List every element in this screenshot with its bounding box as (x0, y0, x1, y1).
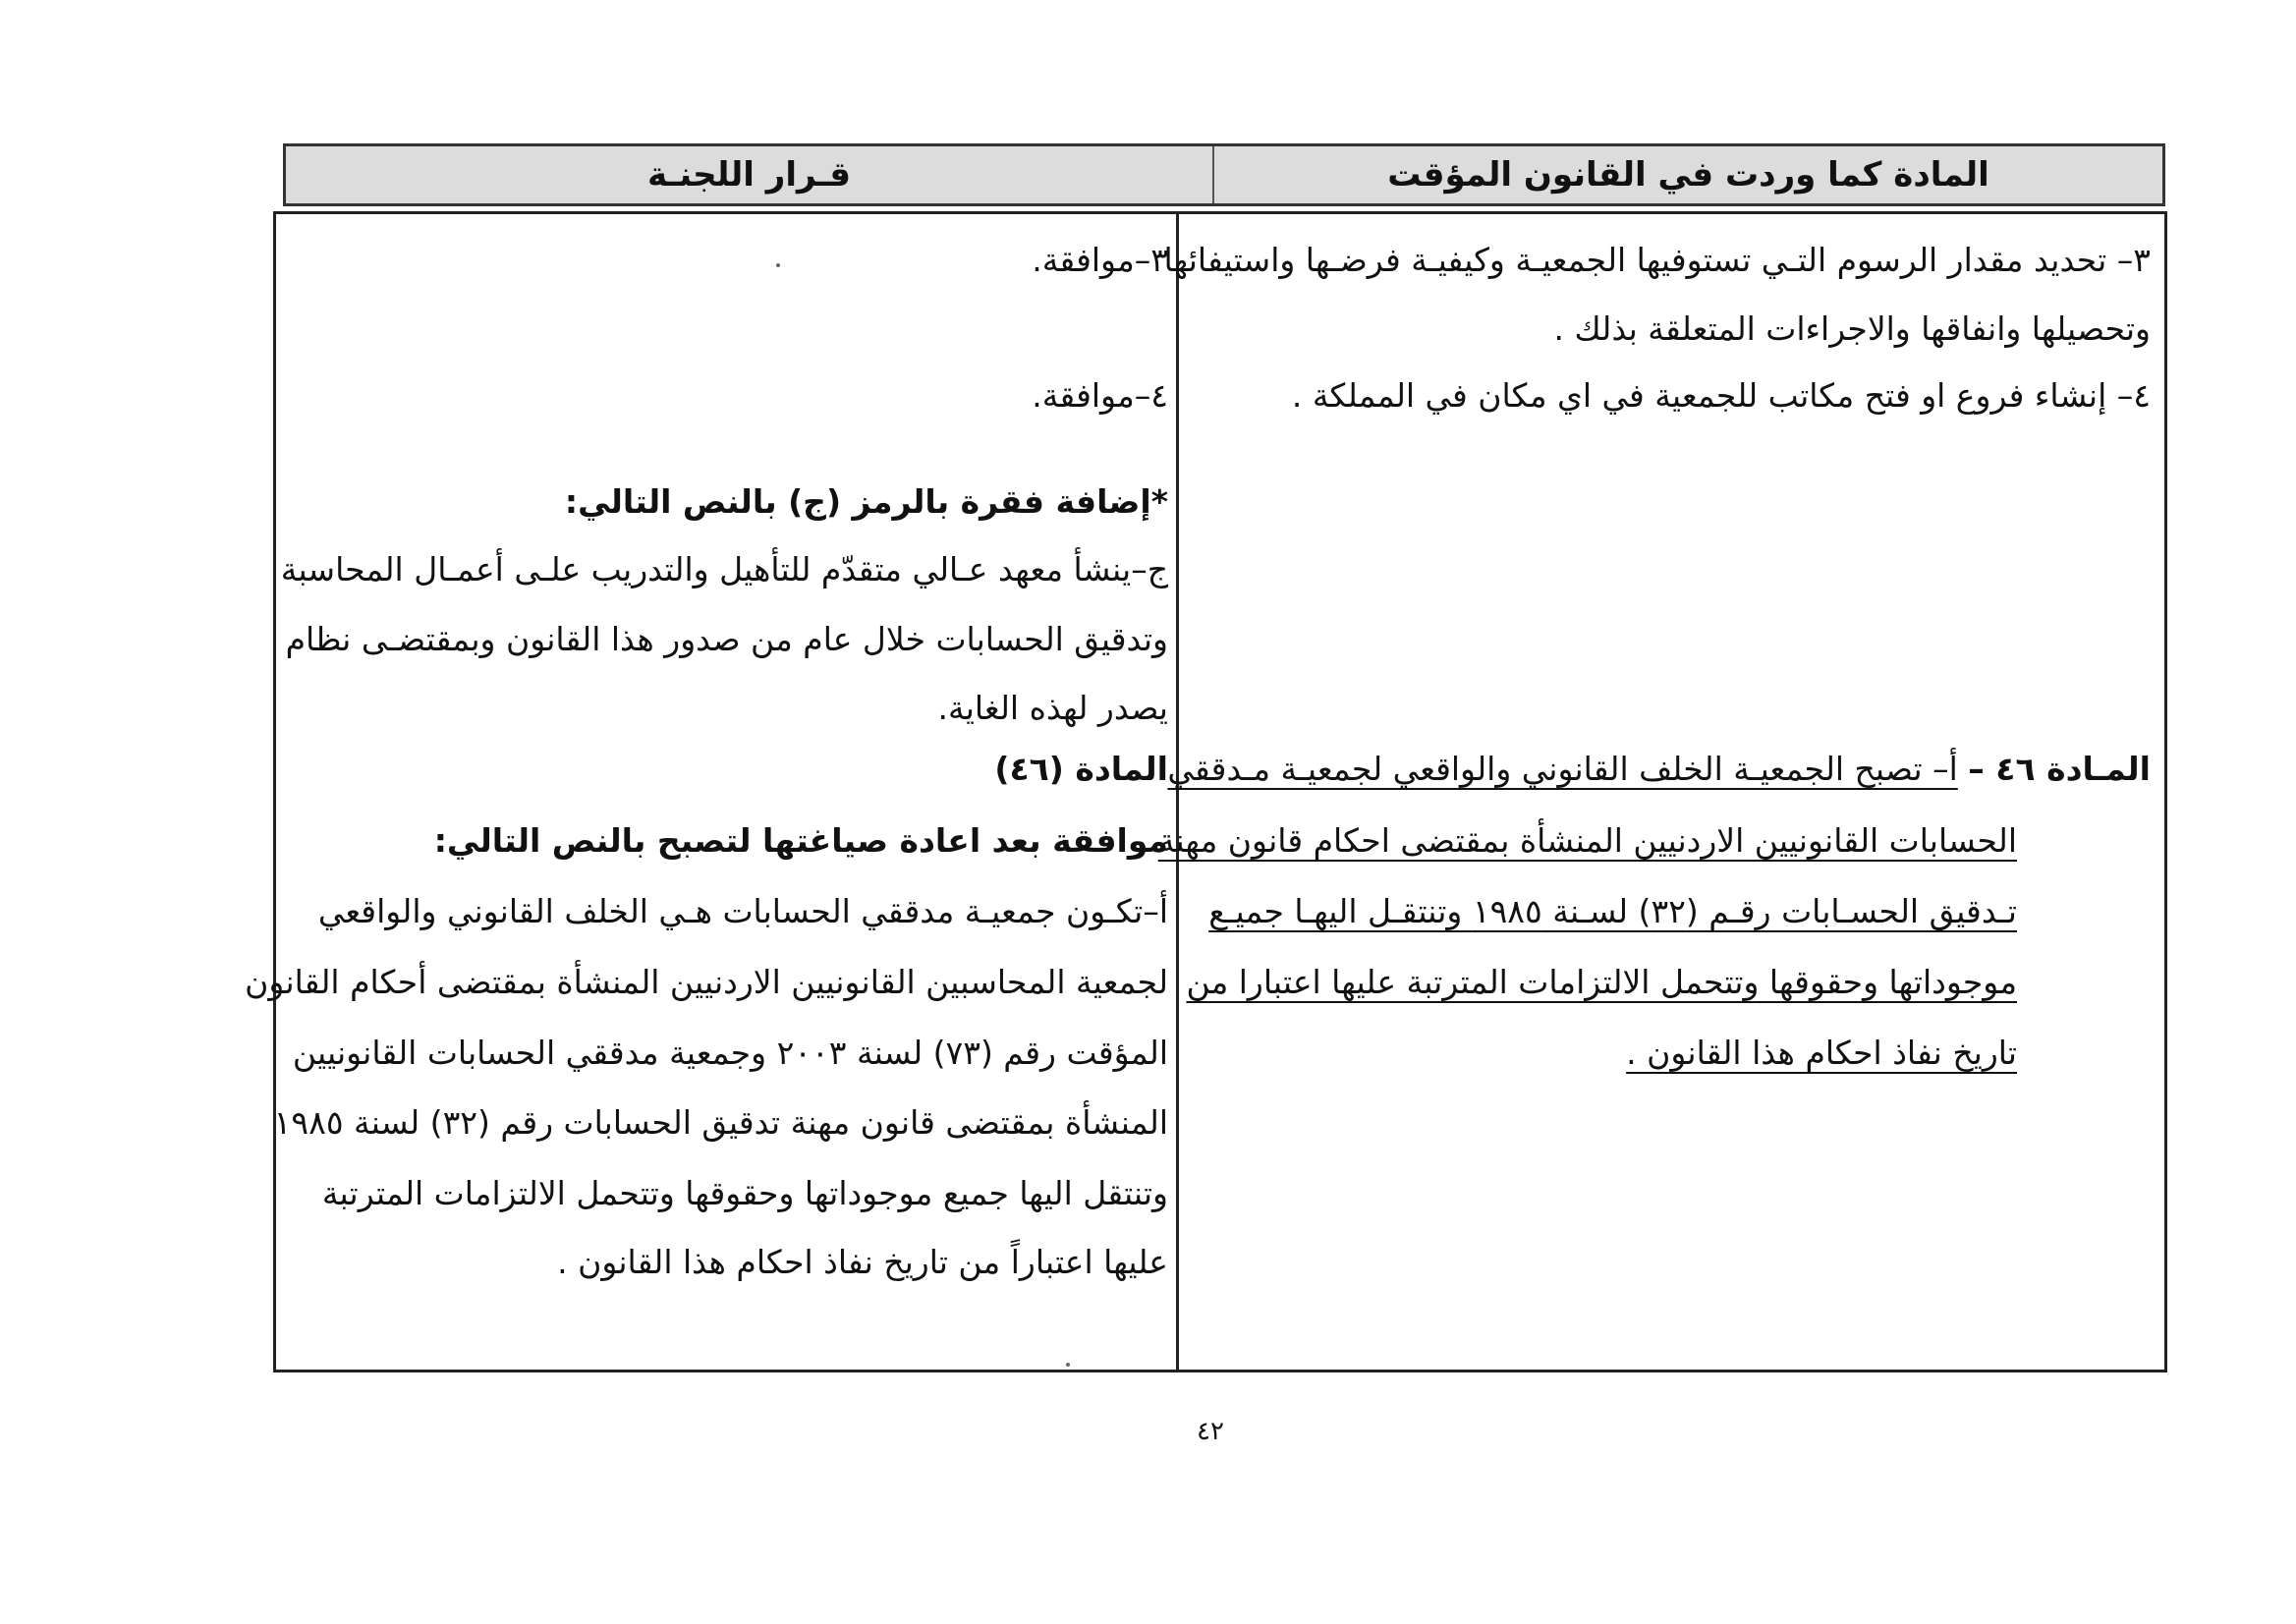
left-new-line6: عليها اعتباراً من تاريخ نفاذ احكام هذا القانون . (557, 1243, 1168, 1281)
right-item3-line2: وتحصيلها وانفاقها والاجراءات المتعلقة بذلك . (1553, 309, 2151, 348)
article46-label: المـادة ٤٦ – (1968, 750, 2151, 788)
right-article46-line5: تاريخ نفاذ احكام هذا القانون . (1626, 1034, 2017, 1072)
left-addition-line3: يصدر لهذه الغاية. (937, 689, 1168, 727)
right-article46-line4: موجوداتها وحقوقها وتتحمل الالتزامات المترتبة عليها اعتبارا من (1186, 963, 2017, 1001)
left-new-line2: لجمعية المحاسبين القانونيين الاردنيين المنشأة بمقتضى أحكام القانون (245, 963, 1168, 1001)
column-divider (1176, 214, 1179, 1370)
scan-speck (1066, 1363, 1070, 1367)
header-article-original: المادة كما وردت في القانون المؤقت (1212, 146, 2162, 203)
left-approval-heading: موافقة بعد اعادة صياغتها لتصبح بالنص التالي: (433, 821, 1168, 860)
page-number: ٤٢ (1197, 1417, 1224, 1446)
left-new-line5: وتنتقل اليها جميع موجوداتها وحقوقها وتتحمل الالتزامات المترتبة (321, 1174, 1168, 1212)
right-article46-line3: تـدقيق الحسـابات رقـم (٣٢) لسـنة ١٩٨٥ وتنتقـل اليهـا جميـع (1208, 892, 2017, 930)
scan-speck (776, 263, 780, 267)
left-decision3: ٣–موافقة. (1032, 241, 1168, 279)
left-addition-line2: وتدقيق الحسابات خلال عام من صدور هذا القانون وبمقتضـى نظام (285, 620, 1168, 658)
left-new-line4: المنشأة بمقتضى قانون مهنة تدقيق الحسابات رقم (٣٢) لسنة ١٩٨٥ (273, 1103, 1168, 1142)
right-item4: ٤– إنشاء فروع او فتح مكاتب للجمعية في اي مكان في المملكة . (1291, 376, 2151, 415)
left-new-line3: المؤقت رقم (٧٣) لسنة ٢٠٠٣ وجمعية مدققي الحسابات القانونيين (292, 1034, 1168, 1072)
right-item3-line1: ٣– تحديد مقدار الرسوم التـي تستوفيها الجمعيـة وكيفيـة فرضـها واستيفائها (1163, 241, 2151, 279)
right-article46-line1 (1167, 750, 2151, 788)
left-decision4: ٤–موافقة. (1032, 376, 1168, 415)
comparison-table (245, 211, 2167, 1372)
header-committee-decision: قـرار اللجنـة (647, 155, 852, 195)
table-header (283, 143, 2165, 206)
left-addition-heading: *إضافة فقرة بالرمز (ج) بالنص التالي: (564, 482, 1168, 521)
left-article46-heading: المادة (٤٦) (994, 750, 1168, 788)
left-new-line1: أ–تكـون جمعيـة مدققي الحسابات هـي الخلف القانوني والواقعي (317, 892, 1168, 930)
right-article46-line2: الحسابات القانونيين الاردنيين المنشأة بمقتضى احكام قانون مهنة (1157, 821, 2017, 860)
article46-text-1: أ– تصبح الجمعيـة الخلف القانوني والواقعي لجمعيـة مـدققي (1167, 750, 1958, 788)
left-addition-line1: ج–ينشأ معهد عـالي متقدّم للتأهيل والتدريب علـى أعمـال المحاسبة (280, 550, 1168, 588)
